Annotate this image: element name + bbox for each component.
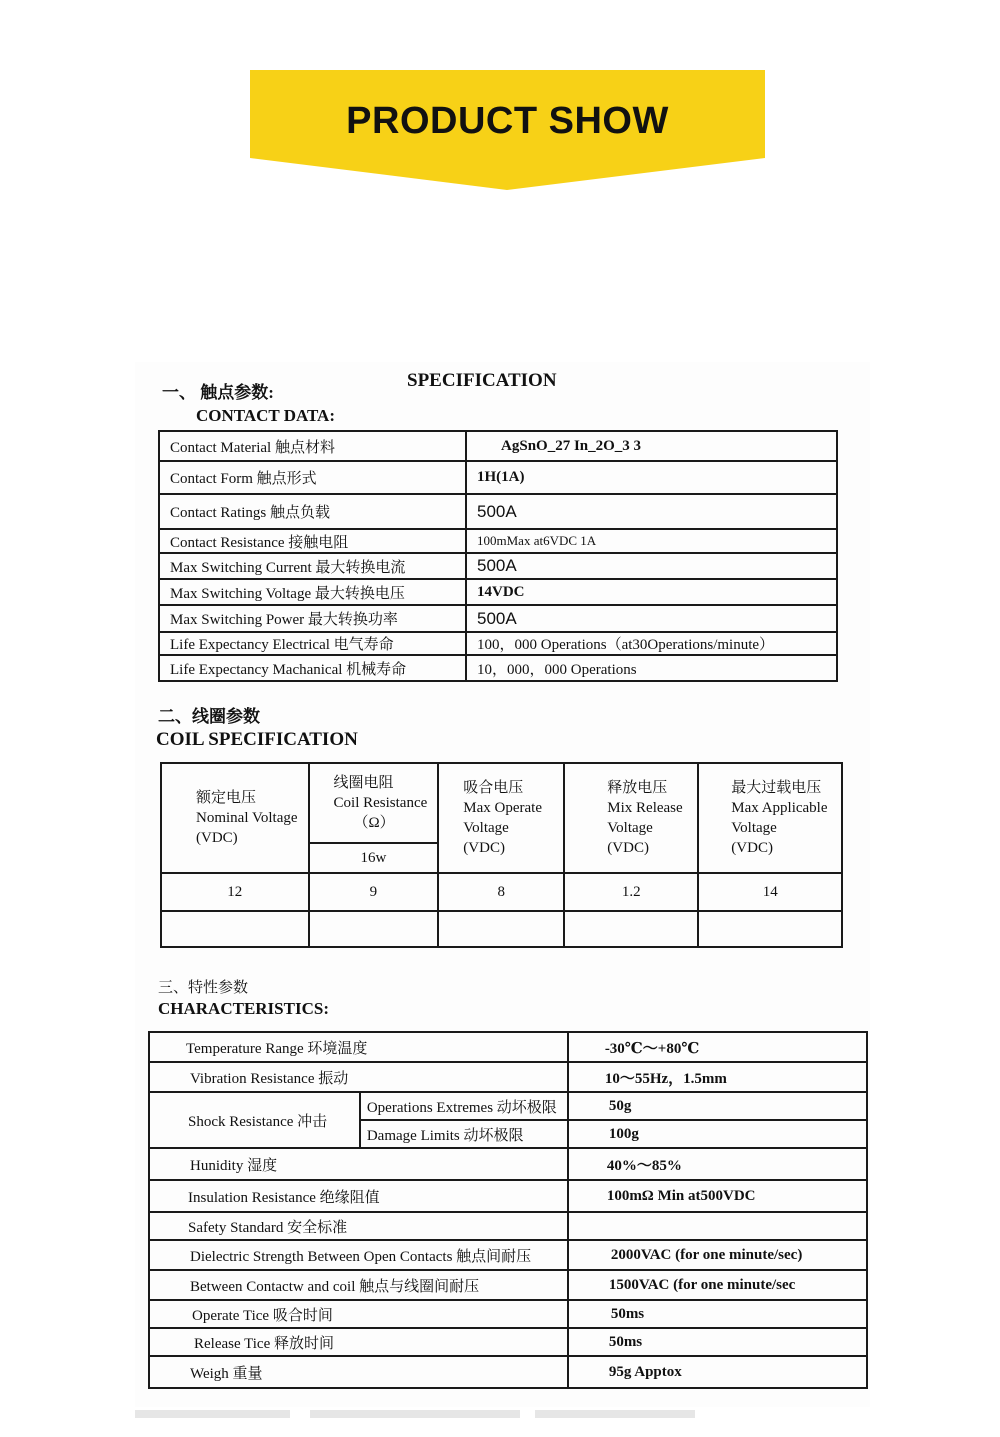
coil-heading-cn: 二、线圈参数 — [158, 707, 260, 726]
product-show-banner — [250, 70, 765, 190]
coil-spec-table — [160, 762, 843, 948]
table-row — [159, 553, 837, 579]
char-value: -30℃～+80℃ — [568, 1032, 867, 1062]
characteristics-table — [148, 1031, 868, 1389]
table-row — [161, 763, 842, 843]
char-value: 100mΩ Min at500VDC — [568, 1180, 867, 1212]
table-row — [161, 911, 842, 947]
coil-header-operate — [438, 763, 564, 873]
coil-value: 8 — [438, 873, 564, 911]
table-row — [149, 1212, 867, 1240]
coil-empty-cell — [161, 911, 309, 947]
header-unit: (VDC) — [463, 840, 505, 857]
contact-label: Contact Resistance 接触电阻 — [159, 529, 466, 553]
contact-heading-en: CONTACT DATA: — [196, 406, 335, 425]
char-label: Weigh 重量 — [149, 1356, 568, 1388]
contact-value: 500A — [466, 605, 837, 632]
char-label: Safety Standard 安全标准 — [149, 1212, 568, 1240]
banner-title: PRODUCT SHOW — [346, 100, 669, 142]
char-value: 100g — [568, 1120, 867, 1148]
header-cn: 释放电压 — [607, 779, 668, 796]
contact-value: AgSnO_27 In_2O_3 3 — [466, 431, 837, 461]
header-unit: (VDC) — [196, 830, 238, 847]
table-row — [149, 1092, 867, 1120]
table-row — [149, 1240, 867, 1270]
char-value — [568, 1212, 867, 1240]
char-label: Between Contactw and coil 触点与线圈间耐压 — [149, 1270, 568, 1300]
table-row — [149, 1032, 867, 1062]
table-row — [159, 655, 837, 681]
coil-value: 12 — [161, 873, 309, 911]
coil-heading-en: COIL SPECIFICATION — [156, 729, 358, 750]
contact-value: 10，000，000 Operations — [466, 655, 837, 681]
header-unit: (VDC) — [607, 840, 649, 857]
footer-divider — [535, 1410, 695, 1418]
char-label: Temperature Range 环境温度 — [149, 1032, 568, 1062]
contact-value: 500A — [466, 494, 837, 529]
characteristics-heading-cn: 三、特性参数 — [158, 980, 249, 996]
contact-value: 100，000 Operations（at30Operations/minute） — [466, 632, 837, 655]
coil-value: 14 — [698, 873, 842, 911]
table-row — [159, 605, 837, 632]
footer-divider — [310, 1410, 520, 1418]
table-row — [149, 1148, 867, 1180]
contact-label: Life Expectancy Machanical 机械寿命 — [159, 655, 466, 681]
table-row — [159, 494, 837, 529]
char-label: Operate Tice 吸合时间 — [149, 1300, 568, 1328]
table-row — [149, 1300, 867, 1328]
table-row — [159, 431, 837, 461]
contact-label: Max Switching Power 最大转换功率 — [159, 605, 466, 632]
header-en: Max Operate Voltage — [463, 799, 542, 836]
table-row — [159, 632, 837, 655]
coil-empty-cell — [438, 911, 564, 947]
char-value: 50ms — [568, 1328, 867, 1356]
header-en: Mix Release Voltage — [607, 799, 683, 836]
coil-header-nominal — [161, 763, 309, 873]
characteristics-heading-en: CHARACTERISTICS: — [158, 999, 329, 1018]
contact-data-table — [158, 430, 838, 682]
coil-header-release — [564, 763, 698, 873]
char-label: Release Tice 释放时间 — [149, 1328, 568, 1356]
char-value: 50g — [568, 1092, 867, 1120]
contact-value: 1H(1A) — [466, 461, 837, 494]
header-cn: 线圈电阻 — [333, 774, 394, 791]
table-row — [149, 1180, 867, 1212]
table-row — [149, 1328, 867, 1356]
table-row — [149, 1356, 867, 1388]
coil-value: 9 — [309, 873, 439, 911]
char-label: Dielectric Strength Between Open Contacts 触点间耐压 — [149, 1240, 568, 1270]
header-en: Nominal Voltage — [196, 809, 298, 826]
contact-label: Max Switching Current 最大转换电流 — [159, 553, 466, 579]
char-value: 2000VAC (for one minute/sec) — [568, 1240, 867, 1270]
header-en: Coil Resistance — [333, 794, 428, 811]
contact-value: 100mMax at6VDC 1A — [466, 529, 837, 553]
contact-label: Max Switching Voltage 最大转换电压 — [159, 579, 466, 605]
shock-label: Shock Resistance 冲击 — [149, 1092, 360, 1148]
coil-resistance-sub: 16w — [309, 843, 439, 873]
contact-label: Contact Form 触点形式 — [159, 461, 466, 494]
char-label: Vibration Resistance 振动 — [149, 1062, 568, 1092]
coil-empty-cell — [698, 911, 842, 947]
table-row — [159, 461, 837, 494]
contact-value: 500A — [466, 553, 837, 579]
contact-value: 14VDC — [466, 579, 837, 605]
header-unit: （Ω） — [353, 815, 395, 832]
char-label: Hunidity 湿度 — [149, 1148, 568, 1180]
coil-header-applicable — [698, 763, 842, 873]
char-label: Insulation Resistance 绝缘阻值 — [149, 1180, 568, 1212]
header-cn: 最大过载电压 — [731, 779, 822, 796]
table-row — [149, 1062, 867, 1092]
char-value: 10～55Hz，1.5mm — [568, 1062, 867, 1092]
char-value: 95g Apptox — [568, 1356, 867, 1388]
contact-label: Life Expectancy Electrical 电气寿命 — [159, 632, 466, 655]
contact-heading-cn: 一、 触点参数: — [162, 383, 274, 402]
table-row — [159, 579, 837, 605]
contact-label: Contact Material 触点材料 — [159, 431, 466, 461]
header-unit: (VDC) — [731, 840, 773, 857]
table-row — [161, 873, 842, 911]
coil-empty-cell — [564, 911, 698, 947]
header-en: Max Applicable Voltage — [731, 799, 828, 836]
coil-header-resistance — [309, 763, 439, 843]
contact-label: Contact Ratings 触点负载 — [159, 494, 466, 529]
table-row — [159, 529, 837, 553]
char-value: 50ms — [568, 1300, 867, 1328]
char-value: 40%～85% — [568, 1148, 867, 1180]
shock-sub-label: Damage Limits 动坏极限 — [360, 1120, 568, 1148]
char-value: 1500VAC (for one minute/sec — [568, 1270, 867, 1300]
spec-title: SPECIFICATION — [407, 370, 557, 391]
table-row — [149, 1270, 867, 1300]
coil-empty-cell — [309, 911, 439, 947]
header-cn: 吸合电压 — [463, 779, 524, 796]
shock-sub-label: Operations Extremes 动坏极限 — [360, 1092, 568, 1120]
header-cn: 额定电压 — [196, 789, 257, 806]
footer-divider — [135, 1410, 290, 1418]
coil-value: 1.2 — [564, 873, 698, 911]
